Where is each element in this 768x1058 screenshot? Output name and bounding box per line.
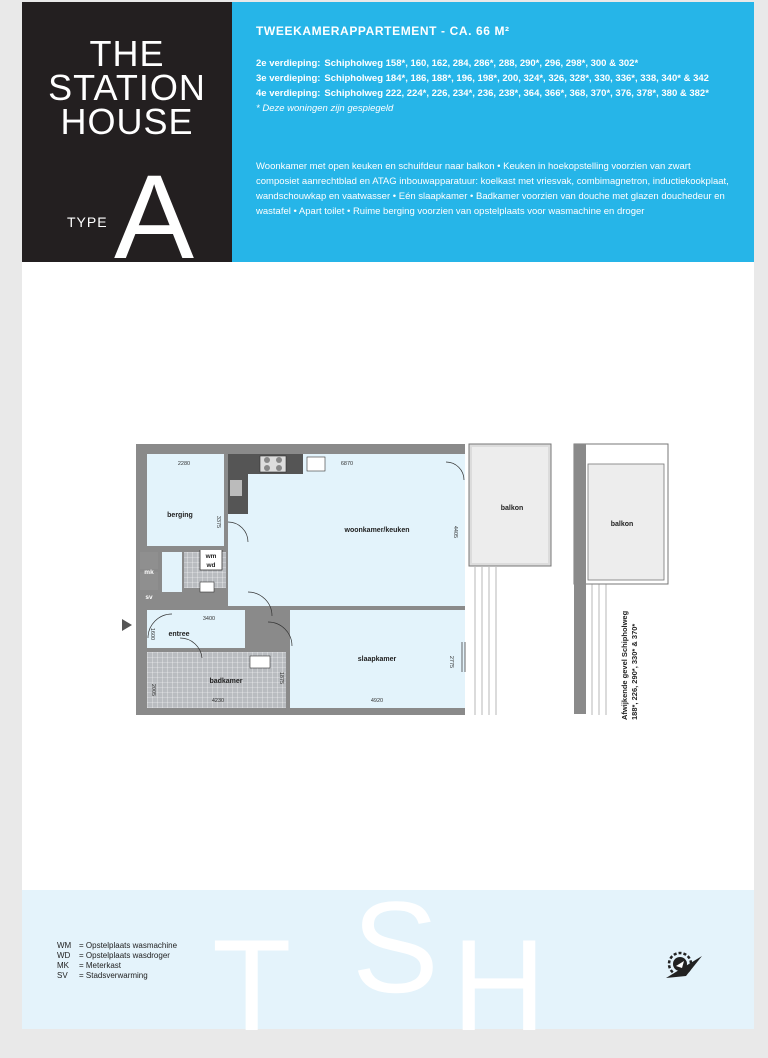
alt-facade-line1: Afwijkende gevel Schipholweg xyxy=(620,610,629,720)
legend-value: = Opstelplaats wasmachine xyxy=(79,941,178,950)
apartment-description: Woonkamer met open keuken en schuifdeur naar balkon • Keuken in hoekopstelling voorzien van zwart composiet aanrechtblad en ATAG inbouwapparatuur: koelkast met vriesvak, combimagnetron, inductiekookplaat, wandschouwkap en vaatwasser • Eén slaapkamer • Badkamer voorzien van douche met glazen douchedeur en wastafel • Apart toilet • Ruime berging voorzien van opstelplaats voor wasmachine en droger xyxy=(256,161,729,217)
dimension-label: 3375 xyxy=(215,515,221,529)
cooktop-icon xyxy=(260,456,286,472)
entrance-arrow-icon xyxy=(122,619,132,631)
room-label: woonkamer/keuken xyxy=(344,527,410,534)
legend-value: = Stadsverwarming xyxy=(79,971,148,980)
dimension-label: 4405 xyxy=(452,525,458,539)
floor-value: Schipholweg 184*, 186, 188*, 196, 198*, 200, 324*, 326, 328*, 330, 336*, 338, 340* & 342 xyxy=(324,73,709,84)
room-label: mk xyxy=(144,569,154,576)
room-label: berging xyxy=(167,512,193,519)
floor-key: 3e verdieping: xyxy=(256,73,321,84)
dimension-label: 4230 xyxy=(211,698,225,704)
dimension-label: 2005 xyxy=(150,683,156,697)
legend-key: WM xyxy=(57,941,72,950)
toilet-icon xyxy=(200,582,214,592)
legend-item xyxy=(57,951,177,961)
hallway-strip xyxy=(162,552,182,592)
brand-line-1: THE xyxy=(89,33,165,74)
floor-plan xyxy=(22,2,754,882)
legend-item xyxy=(57,941,177,951)
dimension-label: 6870 xyxy=(340,461,354,467)
watermark-letter: T xyxy=(212,912,292,1058)
legend-item xyxy=(57,971,177,981)
washbasin-icon xyxy=(250,656,270,668)
compass-icon xyxy=(662,946,706,984)
dimension-label: 1875 xyxy=(278,671,284,685)
room-label: entree xyxy=(168,631,190,638)
sink-icon xyxy=(307,457,325,471)
legend-key: SV xyxy=(57,971,68,980)
alt-facade-line2: 188*, 226, 290*, 330* & 370* xyxy=(630,623,639,720)
legend-key: WD xyxy=(57,951,71,960)
fridge-icon xyxy=(230,480,242,496)
room-label: slaapkamer xyxy=(357,656,397,663)
legend-item xyxy=(57,961,177,971)
legend-value: = Opstelplaats wasdroger xyxy=(79,951,170,960)
type-label: TYPE xyxy=(67,214,108,230)
room-label: balkon xyxy=(500,505,524,512)
brand-line-3: HOUSE xyxy=(60,101,194,142)
legend xyxy=(57,941,177,981)
legend-key: MK xyxy=(57,961,69,970)
floor-value: Schipholweg 222, 224*, 226, 234*, 236, 238*, 364, 366*, 368, 370*, 376, 378*, 380 & 382* xyxy=(324,88,709,99)
mirrored-note: * Deze woningen zijn gespiegeld xyxy=(256,103,394,114)
dimension-label: 2280 xyxy=(177,461,191,467)
legend-value: = Meterkast xyxy=(79,961,122,970)
watermark-letter: S xyxy=(352,874,439,1020)
meter-cupboard xyxy=(140,552,158,569)
room-label: wd xyxy=(206,562,216,569)
room-label: wm xyxy=(205,553,217,560)
type-letter: A xyxy=(114,162,194,262)
brand-line-2: STATION xyxy=(48,67,206,108)
dimension-label: 2775 xyxy=(448,655,454,669)
dimension-label: 3400 xyxy=(202,616,216,622)
berging-room xyxy=(147,454,224,546)
floor-value: Schipholweg 158*, 160, 162, 284, 286*, 288, 290*, 296, 298*, 300 & 302* xyxy=(324,58,639,69)
footer xyxy=(22,874,754,1058)
room-label: balkon xyxy=(610,521,634,528)
apartment-title: TWEEKAMERAPPARTEMENT - CA. 66 M² xyxy=(256,24,510,38)
room-label: sv xyxy=(145,594,153,601)
floor-key: 2e verdieping: xyxy=(256,58,321,69)
dimension-label: 1600 xyxy=(149,627,155,641)
floor-key: 4e verdieping: xyxy=(256,88,321,99)
watermark-letter: H xyxy=(452,912,546,1058)
room-label: badkamer xyxy=(209,678,243,685)
document-page xyxy=(22,2,754,1058)
dimension-label: 4920 xyxy=(370,698,384,704)
